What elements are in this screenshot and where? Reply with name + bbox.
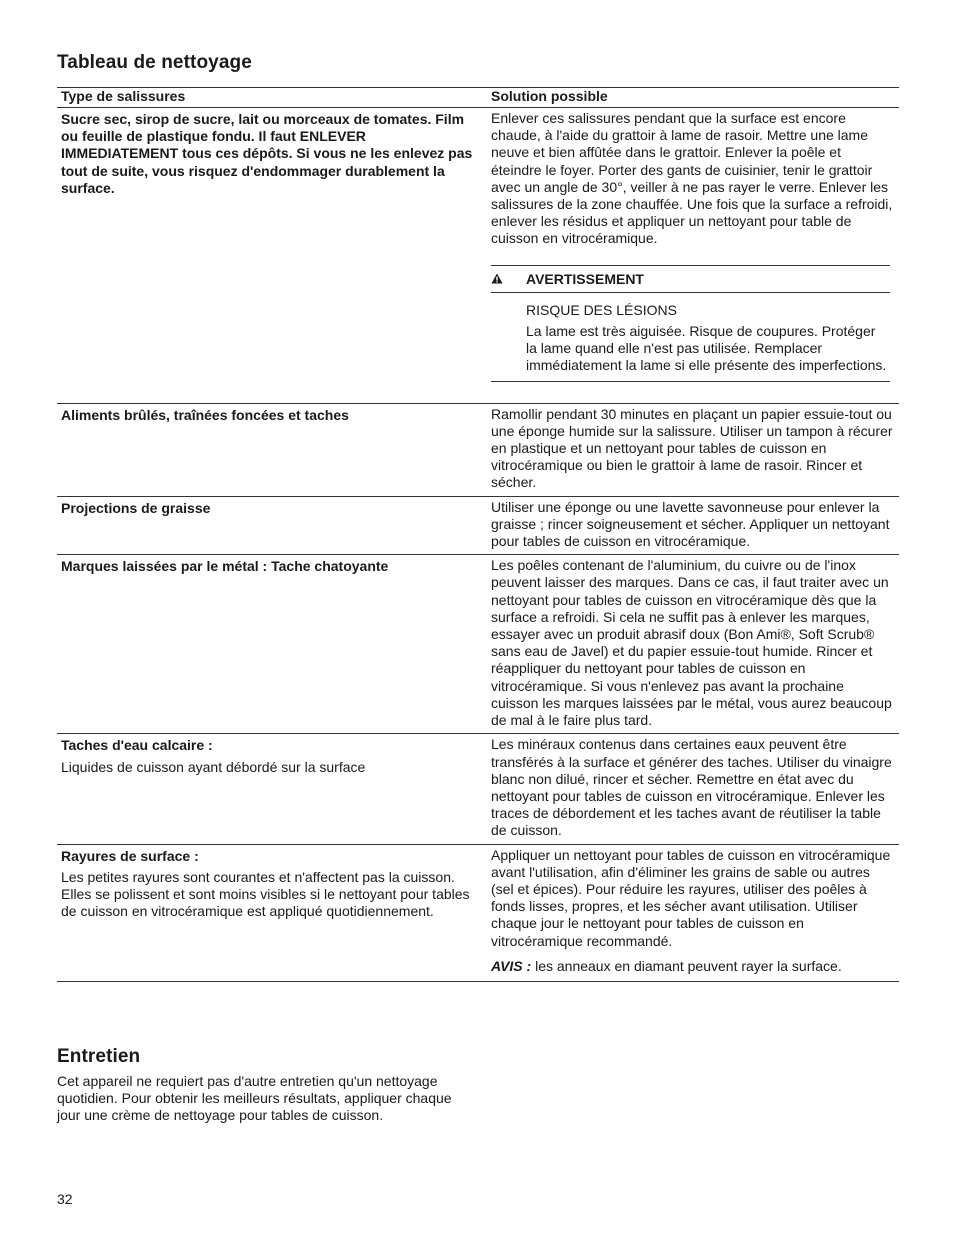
cell-type <box>57 496 488 555</box>
notice-text: les anneaux en diamant peuvent rayer la surface. <box>531 957 842 974</box>
table-row <box>57 496 899 555</box>
warning-header <box>491 266 890 293</box>
type-title: Taches d'eau calcaire : <box>61 737 213 754</box>
cell-type <box>57 108 488 404</box>
type-title: Projections de graisse <box>61 499 211 516</box>
cell-solution <box>488 403 899 496</box>
type-title: Aliments brûlés, traînées foncées et taches <box>61 406 349 423</box>
type-subtitle: Liquides de cuisson ayant débordé sur la surface <box>61 758 366 775</box>
solution-text: Les poêles contenant de l'aluminium, du cuivre ou de l'inox peuvent laisser des marques. Dans ce cas, il faut traiter avec un nettoyant pour tables de cuisson en vitrocéramique dès que la surface a refroidi. Si cela ne suffit pas à enlever les marques, essayer avec un produit abrasif doux (Bon Ami®, Soft Scrub® sans eau de Javel) et du papier essuie-tout humide. Rincer et réappliquer du nettoyant pour tables de cuisson en vitrocéramique. Si vous n'enlevez pas avant la prochaine cuisson les marques laissées par le métal, vous aurez beaucoup de mal à le faire plus tard. <box>491 557 892 729</box>
warning-risk: RISQUE DES LÉSIONS <box>526 301 677 318</box>
page-number: 32 <box>57 1191 73 1207</box>
notice <box>491 958 895 975</box>
warning-text: La lame est très aiguisée. Risque de coupures. Protéger la lame quand elle n'est pas utilisée. Remplacer immédiatement la lame si elle présente des imperfections. <box>526 323 887 374</box>
warning-body <box>491 293 890 381</box>
section-title-maintenance: Entretien <box>57 1046 141 1067</box>
type-subtitle: Les petites rayures sont courantes et n'affectent pas la cuisson. Elles se polissent et sont moins visibles si le nettoyant pour tables de cuisson en vitrocéramique est appliqué quotidiennement. <box>61 868 470 920</box>
notice-label: AVIS : <box>491 957 532 974</box>
warning-box <box>491 265 890 382</box>
header-solution: Solution possible <box>488 88 899 108</box>
cell-type <box>57 734 488 844</box>
cleaning-table <box>57 87 899 982</box>
header-type: Type de salissures <box>57 88 488 108</box>
cell-solution <box>488 555 899 734</box>
table-row <box>57 555 899 734</box>
type-title: Sucre sec, sirop de sucre, lait ou morceaux de tomates. Film ou feuille de plastique fondu. Il faut ENLEVER IMMEDIATEMENT tous ces dépôts. Si vous ne les enlevez pas tout de suite, vous risquez d'endommager durablement la surface. <box>61 111 473 196</box>
maintenance-text: Cet appareil ne requiert pas d'autre entretien qu'un nettoyage quotidien. Pour obtenir les meilleurs résultats, appliquer chaque jour une crème de nettoyage pour tables de cuisson. <box>57 1073 452 1124</box>
solution-text: Ramollir pendant 30 minutes en plaçant un papier essuie-tout ou une éponge humide sur la salissure. Utiliser un tampon à récurer en plastique et un nettoyant pour tables de cuisson en vitrocéramique ou bien le grattoir à lame de rasoir. Rincer et sécher. <box>491 405 893 491</box>
warning-label: AVERTISSEMENT <box>526 270 644 287</box>
cell-solution <box>488 496 899 555</box>
cell-type <box>57 844 488 981</box>
section-title-cleaning-table: Tableau de nettoyage <box>57 52 252 73</box>
cell-solution <box>488 108 899 404</box>
table-row <box>57 108 899 404</box>
cell-solution <box>488 844 899 981</box>
table-header-row <box>57 88 899 108</box>
type-title: Marques laissées par le métal : Tache chatoyante <box>61 558 389 575</box>
solution-text: Appliquer un nettoyant pour tables de cuisson en vitrocéramique avant l'utilisation, afin d'éliminer les grains de sable ou autres (sel et épices). Pour réduire les rayures, utiliser des poêles à fonds lisses, propres, et les sécher avant utilisation. Utiliser chaque jour le nettoyant pour tables de cuisson en vitrocéramique recommandé. <box>491 846 891 949</box>
solution-text: Enlever ces salissures pendant que la surface est encore chaude, à l'aide du grattoir à lame de rasoir. Mettre une lame neuve et bien affûtée dans le grattoir. Enlever la poêle et éteindre le foyer. Porter des gants de cuisinier, tenir le grattoir avec un angle de 30°, veiller à ne pas rayer le verre. Enlever les salissures de la zone chauffée. Une fois que la surface a refroidi, enlever les résidus et appliquer un nettoyant pour table de cuisson en vitrocéramique. <box>491 110 893 247</box>
warning-triangle-icon <box>491 271 526 288</box>
table-row <box>57 403 899 496</box>
solution-text: Utiliser une éponge ou une lavette savonneuse pour enlever la graisse ; rincer soigneusement et sécher. Appliquer un nettoyant pour tables de cuisson en vitrocéramique. <box>491 498 890 550</box>
table-row <box>57 734 899 844</box>
solution-text: Les minéraux contenus dans certaines eaux peuvent être transférés à la surface et générer des taches. Utiliser du vinaigre blanc non dilué, rincer et sécher. Remettre en état avec du nettoyant pour tables de cuisson en vitrocéramique. Enlever les traces de débordement et les taches avant de réutiliser la table de cuisson. <box>491 736 892 839</box>
type-title: Rayures de surface : <box>61 847 199 864</box>
cell-type <box>57 403 488 496</box>
cell-solution <box>488 734 899 844</box>
cell-type <box>57 555 488 734</box>
table-row <box>57 844 899 981</box>
